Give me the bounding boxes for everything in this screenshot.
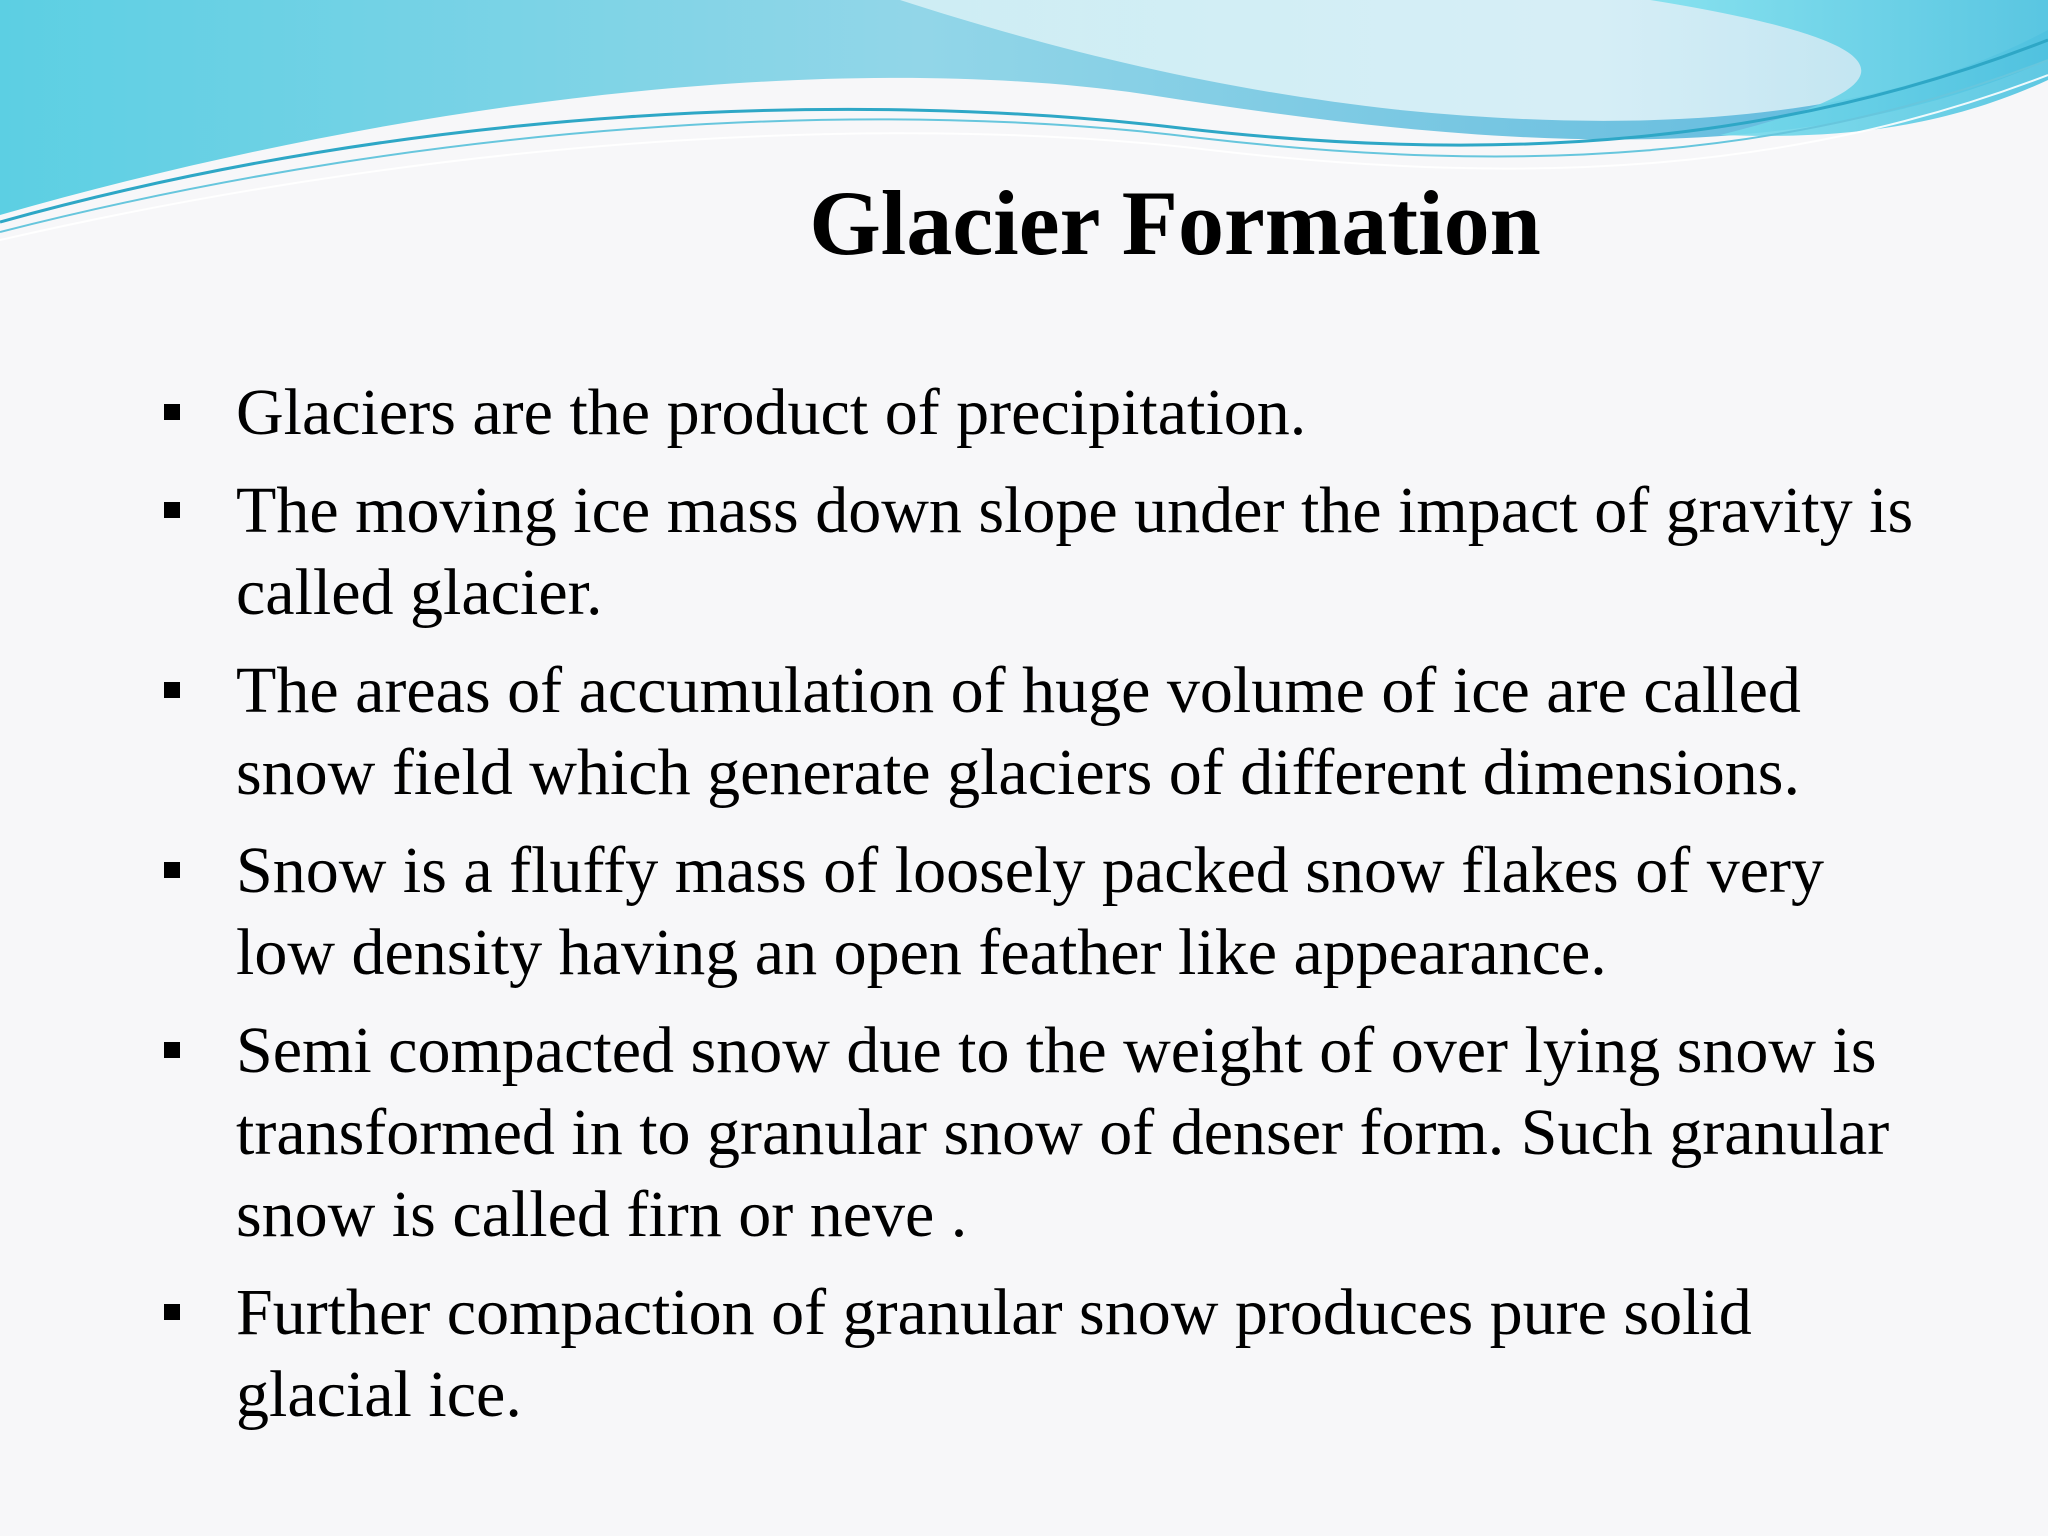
square-bullet-icon [164,862,180,878]
bullet-text: Semi compacted snow due to the weight of over lying snow is transformed in to granular snow of denser form. Such granular snow is called firn or neve . [236,1014,1890,1251]
bullet-text: The moving ice mass down slope under the impact of gravity is called glacier. [236,474,1914,629]
square-bullet-icon [164,404,180,420]
bullet-item [150,830,1930,994]
square-bullet-icon [164,682,180,698]
bullet-item [150,470,1930,634]
bullet-item [150,650,1930,814]
bullet-item [150,1272,1930,1436]
bullet-item [150,372,1930,454]
bullet-list [150,372,1930,1452]
bullet-text: Glaciers are the product of precipitation. [236,376,1307,449]
bullet-text: Further compaction of granular snow produces pure solid glacial ice. [236,1276,1752,1431]
square-bullet-icon [164,1042,180,1058]
bullet-text: Snow is a fluffy mass of loosely packed snow flakes of very low density having an open feather like appearance. [236,834,1824,989]
square-bullet-icon [164,502,180,518]
bullet-text: The areas of accumulation of huge volume of ice are called snow field which generate glaciers of different dimensions. [236,654,1801,809]
square-bullet-icon [164,1304,180,1320]
bullet-item [150,1010,1930,1256]
slide-title: Glacier Formation [809,172,1541,274]
